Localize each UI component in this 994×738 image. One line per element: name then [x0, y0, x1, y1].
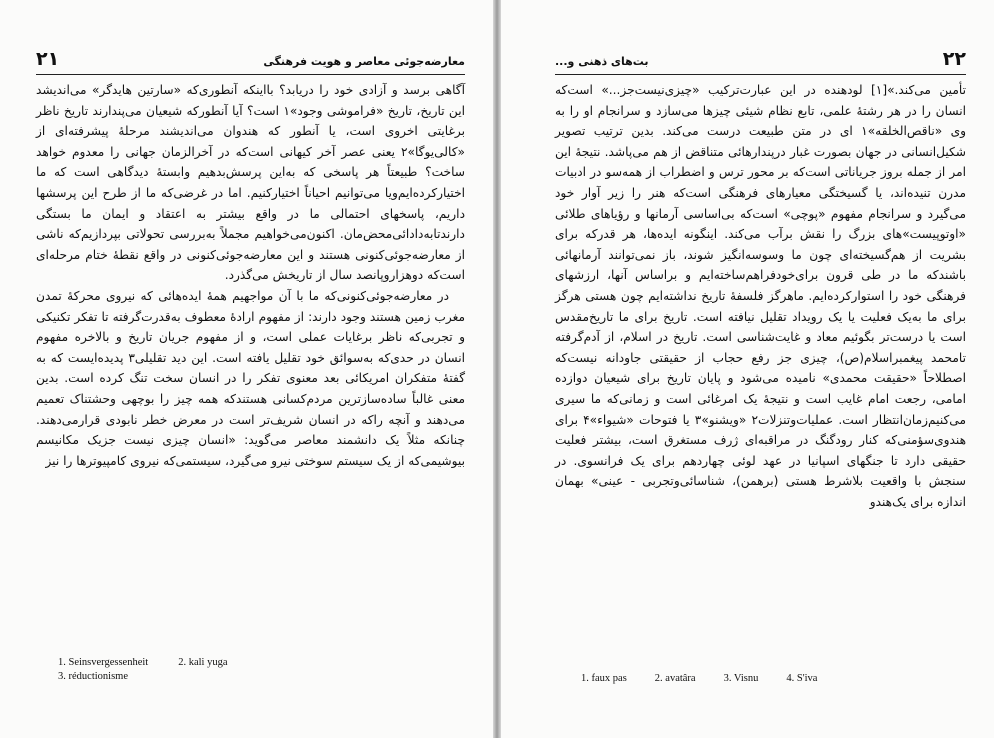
right-page — [501, 0, 994, 738]
footnote-2: 2. kali yuga — [178, 657, 228, 668]
right-page-header — [555, 48, 966, 75]
right-running-title: بت‌های ذهنی و... — [555, 55, 649, 68]
left-body-text — [36, 80, 465, 471]
left-footnotes — [58, 656, 298, 684]
left-page-header — [36, 48, 465, 75]
left-paragraph-1: آگاهی برسد و آزادی خود را دریابد؟ بااینکه آنطوری‌که «سارتین هایدگر» می‌اندیشد این تاریخ، تاریخ «فراموشی وجود»۱ است؟ آیا آنطورکه شیعیان می‌پندارند تاریخ ناظر برغایتی اخروی است، یا آنطور که هندوان می‌اندیشند مرحلهٔ پیشرفته‌ای از «کالی‌یوگا»۲ یعنی عصر آخر کیهانی است‌که در آخرالزمان جهانی را معدوم خواهد ساخت؟ طبیعتاً هر پاسخی که به‌این پرسش‌بدهیم وابستهٔ دیدگاهی است که ما اختیارکرده‌ایم‌ویا می‌توانیم احیاناً اختیارکنیم. اما در غرضی‌که ما از طرح این پرسشها داریم، پاسخهای احتمالی ما در واقع بیشتر به اعتقاد و ایمان ما بستگی دارندتابه‌دادائی‌محض‌مان. اکنون‌می‌خواهیم مجملاً به‌بررسی تحولاتی بپردازیم‌که ناشی از معارضه‌جوئی‌کنونی هستند و این معارضه‌جوئی‌کنونی در واقع نقطهٔ ختام مرحله‌ای است‌که دوهزار‌وپانصد سال از تاریخش می‌گذرد. — [36, 83, 465, 283]
right-page-number: ۲۲ — [942, 48, 966, 70]
left-paragraph-2: در معارضه‌جوئی‌کنونی‌که ما با آن مواجهیم همهٔ ایده‌هائی که نیروی محرکهٔ تمدن مغرب زمین هستند وجود دارند: از مفهوم ارادهٔ معطوف به‌قدرت‌گرفته تا تفکر تکنیکی و تجربی‌که ناظر برغایات عملی است، و از مفهوم جریان تاریخ و بالاخره مفهوم انسان در حدی‌که به‌سوائق خود تقلیل یافته است. این دید تقلیلی۳ پدیده‌ایست که به گفتهٔ متفکران امریکائی بعد معنوی تفکر را در انسان سخت تنگ کرده است. بدین معنی غالباً ساده‌سازترین مردم‌کسانی هستندکه همه چیز را بوچهی وحشتناک تعمیم می‌دهند و آنچه را‌که در انسان شریف‌تر است در معرض خطر نابودی قرارمی‌دهند. چنانکه مثلاً یک دانشمند معاصر می‌گوید: «انسان چیزی نیست جز‌یک مکانیسم بیوشیمی‌که از یک سیستم سوختی نیرو می‌گیرد، سیستمی‌که نیروی کامپیوترها را نیز — [36, 288, 466, 468]
footnote-4: 4. S'iva — [786, 673, 818, 684]
left-page — [0, 0, 493, 738]
left-running-title: معارضه‌جوئی معاصر و هویت فرهنگی — [263, 55, 465, 68]
left-page-number: ۲۱ — [36, 48, 60, 70]
footnote-1: 1. Seinsvergessenheit — [58, 657, 149, 668]
right-footnotes — [581, 672, 941, 686]
right-paragraph-1: تأمین می‌کند.»[۱] لودهنده در این عبارت‌ترکیب «چیزی‌نیست‌جز...» است‌که انسان را در هر رشتهٔ علمی، تابع نظام شیئی چیزها می‌سازد و سرانجام او را به وی «ناقص‌الخلقه»۱ ای در متن طبیعت درست می‌کند. بدین ترتیب تصویر شکیل‌انسانی در جهان بصورت غبار درپندارهائی متناقض از هم می‌پاشد. نتیجهٔ این امر از جمله بروز جریاناتی است‌که بر محور ترس و اضطراب از همه‌سو در ادبیات مدرن تنیده‌اند، یا گسیختگی معیارهای فرهنگی است‌که هنر را زیر آوار خود می‌گیرد و سرانجام مفهوم «پوچی» است‌که بی‌اساسی آرمانها و رؤیاهای طلائی «اوتوپیست»‌های بزرگ را نقش برآب می‌کند. اینگونه ایده‌ها، هر قدرکه برای بشریت از هم‌گسیخته‌ای چون ما وسوسه‌انگیز شوند، باز نمی‌توانند آرمانهائی باشندکه ما در طی قرون برای‌خودفراهم‌ساخته‌ایم و براساس آنها، ارزشهای فرهنگی خود را استوارکرده‌ایم. ماهرگز فلسفهٔ تاریخ نداشته‌ایم چون هستی هرگز برای ما به‌یک فعلیت یا یک رویداد تقلیل نیافته است. تاریخ برای ما تاریخ‌مقدس است یا درست‌تر بگوئیم معاد و غایت‌شناسی است. تاریخ در اسلام، از آدم‌گرفته تا‌محمد پیغمبر‌اسلام(ص)، چیزی جز رفع حجاب از حقیقتی جاودانه نیست‌که اصطلاحاً «حقیقت محمدی» نامیده می‌شود و پایان تاریخ برای شیعیان دوازده امامی، رجعت امام غایب است و نتیجهٔ یک امرغائی است و زمانی‌که ما سیری می‌کنیم‌زمان‌انتظار است. عملیات‌وتنزلات۲ «ویشنو»۳ یا فتوحات «شیواء»۴ برای هندوی‌سؤمنی‌که کنار رودگنگ در مراقبه‌ای ژرف مستغرق است، بیشتر فعلیت حقیقی دارد تا جنگهای اسپانیا در عهد لوئی چهاردهم برای یک فرانسوی. در سنجش با واقعیت بلاشرط هستی (برهمن)، شناسائی‌وتجربی - عینی» بهمان اندازه برای یک‌هندو — [555, 83, 967, 509]
book-gutter — [493, 0, 501, 738]
footnote-2: 2. avatâra — [654, 673, 696, 684]
footnote-3: 3. réductionisme — [58, 671, 128, 682]
right-body-text — [555, 80, 966, 512]
left-footnote-row — [58, 656, 298, 670]
footnote-1: 1. faux pas — [581, 673, 627, 684]
footnote-3: 3. Visnu — [723, 673, 759, 684]
